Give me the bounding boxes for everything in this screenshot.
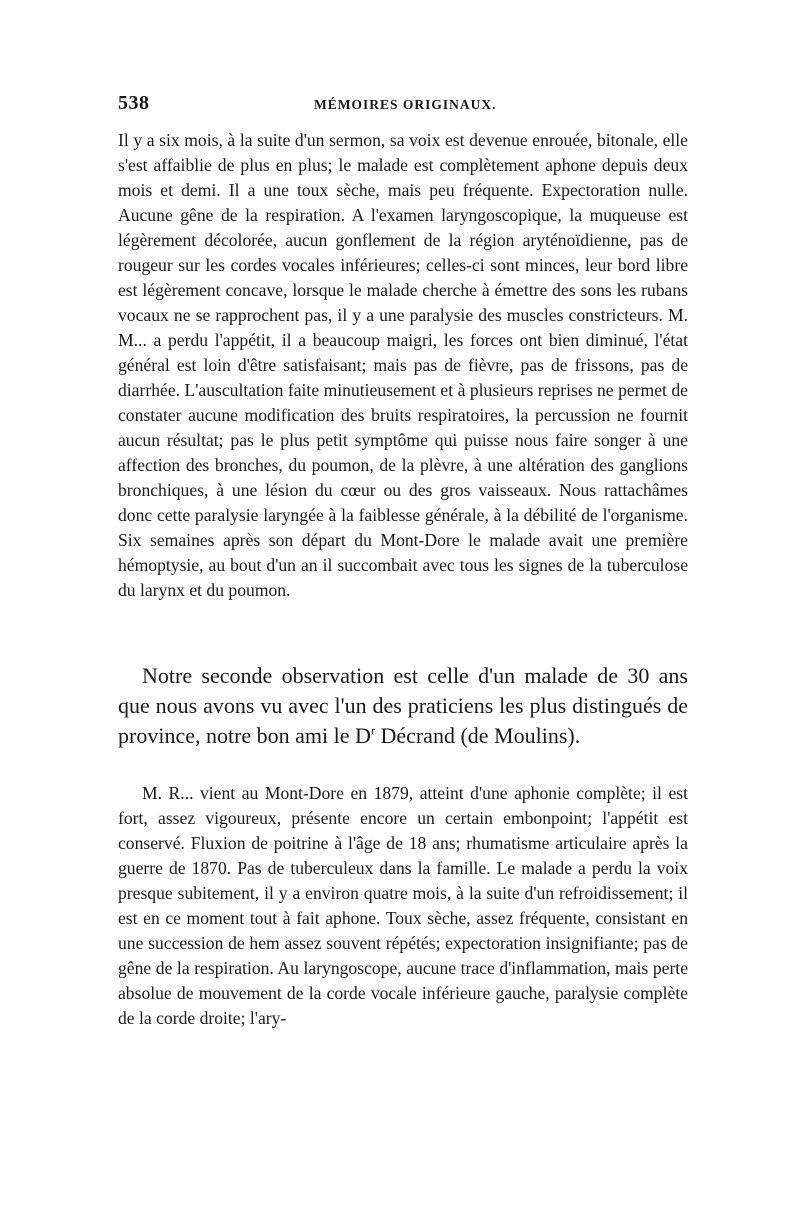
second-observation-intro bbox=[118, 661, 688, 751]
page bbox=[118, 92, 688, 1031]
second-case-paragraph: M. R... vient au Mont-Dore en 1879, atteint d'une aphonie complète; il est fort, assez vigoureux, présente encore un certain embonpoint; l'appétit est conservé. Fluxion de poitrine à l'âge de 18 ans; rhumatisme articulaire après la guerre de 1870. Pas de tuberculeux dans la famille. Le malade a perdu la voix presque subitement, il y a environ quatre mois, à la suite d'un refroidissement; il est en ce moment tout à fait aphone. Toux sèche, assez fréquente, consistant en une succession de hem assez souvent répétés; expectoration insignifiante; pas de gêne de la respiration. Au laryngoscope, aucune trace d'inflammation, mais perte absolue de mouvement de la corde vocale inférieure gauche, paralysie complète de la corde droite; l'ary- bbox=[118, 783, 688, 1028]
header-title: MÉMOIRES ORIGINAUX. bbox=[314, 97, 497, 112]
intro-text-before: Notre seconde observation est celle d'un malade de 30 ans que nous avons vu avec l'un des praticiens les plus distingués de province, notre bon ami le D bbox=[118, 663, 688, 748]
case-continuation-paragraph: Il y a six mois, à la suite d'un sermon, sa voix est devenue enrouée, bitonale, elle s'est affaiblie de plus en plus; le malade est complètement aphone depuis deux mois et demi. Il a une toux sèche, mais peu fréquente. Expectoration nulle. Aucune gêne de la respiration. A l'examen laryngoscopique, la muqueuse est légèrement décolorée, aucun gonflement de la région aryténoïdienne, pas de rougeur sur les cordes vocales inférieures; celles-ci sont minces, leur bord libre est légèrement concave, lorsque le malade cherche à émettre des sons les rubans vocaux ne se rapprochent pas, il y a une paralysie des muscles constricteurs. M. M... a perdu l'appétit, il a beaucoup maigri, les forces ont bien diminué, l'état général est loin d'être satisfaisant; mais pas de fièvre, pas de frissons, pas de diarrhée. L'auscultation faite minutieusement et à plusieurs reprises ne permet de constater aucune modification des bruits respiratoires, la percussion ne fournit aucun résultat; pas le plus petit symptôme qui puisse nous faire songer à une affection des bronches, du poumon, de la plèvre, à une altération des ganglions bronchiques, à une lésion du cœur ou des gros vaisseaux. Nous rattachâmes donc cette paralysie laryngée à la faiblesse générale, à la débilité de l'organisme. Six semaines après son départ du Mont-Dore le malade avait une première hémoptysie, au bout d'un an il succombait avec tous les signes de la tuberculose du larynx et du poumon. bbox=[118, 130, 688, 600]
running-head bbox=[118, 92, 688, 120]
doctor-superscript: r bbox=[370, 723, 375, 738]
intro-text-after: Décrand (de Moulins). bbox=[374, 723, 581, 748]
page-number: 538 bbox=[118, 92, 150, 114]
